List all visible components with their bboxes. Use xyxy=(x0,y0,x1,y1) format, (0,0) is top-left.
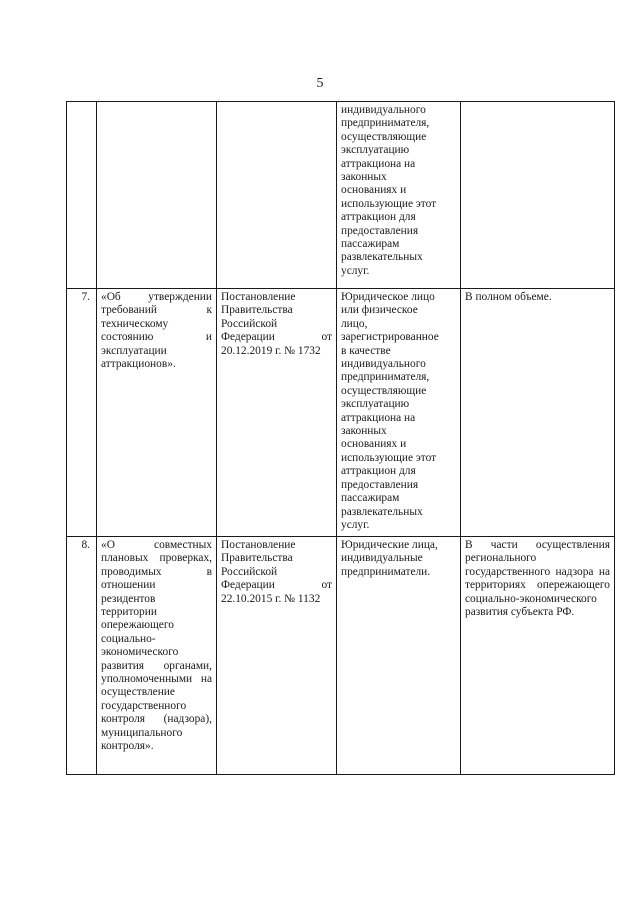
row-number-cell xyxy=(67,102,97,289)
subjects-cell: Юридическое лицо или физическое лицо, зарегистрированное в качестве индивидуального предпринимателя, осуществляющие эксплуатацию аттракциона на законных основаниях и использующие этот аттракцион для предоставления пассажирам развлекательных услуг. xyxy=(337,289,461,537)
act-title-cell xyxy=(97,102,217,289)
regulations-table xyxy=(66,101,615,775)
page-number: 5 xyxy=(316,76,324,91)
scope-cell: В части осуществления регионального государственного надзора на территориях опережающего социально-экономического развития субъекта РФ. xyxy=(461,537,615,775)
act-reference-cell: Постановление Правительства Российской Федерации от 22.10.2015 г. № 1132 xyxy=(217,537,337,775)
act-reference-cell: Постановление Правительства Российской Федерации от 20.12.2019 г. № 1732 xyxy=(217,289,337,537)
subjects-cell: индивидуального предпринимателя, осуществляющие эксплуатацию аттракциона на законных основаниях и использующие этот аттракцион для предоставления пассажирам развлекательных услуг. xyxy=(337,102,461,289)
table-row xyxy=(67,289,615,537)
scope-cell: В полном объеме. xyxy=(461,289,615,537)
row-number-cell: 7. xyxy=(67,289,97,537)
act-title-cell: «Об утверждении требований к техническому состоянию и эксплуатации аттракционов». xyxy=(97,289,217,537)
table-row xyxy=(67,537,615,775)
act-reference-cell xyxy=(217,102,337,289)
scope-cell xyxy=(461,102,615,289)
table-row xyxy=(67,102,615,289)
subjects-cell: Юридические лица, индивидуальные предприниматели. xyxy=(337,537,461,775)
act-title-cell: «О совместных плановых проверках, проводимых в отношении резидентов территории опережающего социально-экономического развития органами, уполномоченными на осуществление государственного контроля (надзора), муниципального контроля». xyxy=(97,537,217,775)
row-number-cell: 8. xyxy=(67,537,97,775)
